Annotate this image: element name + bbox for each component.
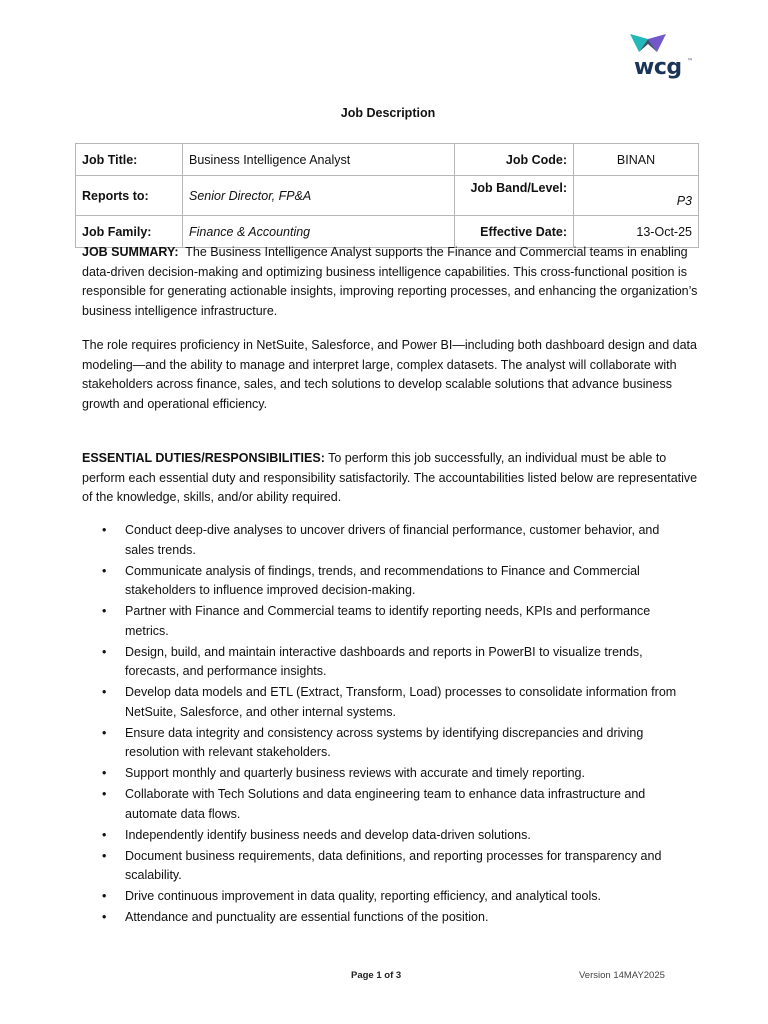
band-label: Job Band/Level:	[455, 176, 574, 216]
logo-wordmark: wcg	[634, 55, 682, 80]
list-item: • Design, build, and maintain interactive dashboards and reports in PowerBI to visualize trends, forecasts, and performance insights.	[102, 644, 643, 678]
list-item: • Document business requirements, data definitions, and reporting processes for transparency and scalability.	[102, 848, 662, 882]
list-item: • Conduct deep-dive analyses to uncover drivers of financial performance, customer behavior, and sales trends.	[102, 523, 660, 557]
duties-list	[82, 521, 682, 929]
job-code-value: BINAN	[574, 144, 699, 176]
list-item: • Ensure data integrity and consistency across systems by identifying discrepancies and driving resolution with relevant stakeholders.	[102, 725, 644, 759]
list-item: • Communicate analysis of findings, trends, and recommendations to Finance and Commercial stakeholders to influence improved decision-making.	[102, 563, 640, 597]
job-family-label: Job Family:	[76, 216, 183, 248]
duties-intro	[82, 449, 698, 508]
list-item: • Develop data models and ETL (Extract, Transform, Load) processes to consolidate information from NetSuite, Salesforce, and other internal systems.	[102, 685, 677, 719]
wcg-logo	[628, 32, 698, 84]
page-number: Page 1 of 3	[351, 970, 402, 981]
list-item: • Attendance and punctuality are essential functions of the position.	[102, 910, 489, 924]
band-value: P3	[574, 176, 699, 216]
wcg-logo-mark-icon	[628, 32, 668, 56]
list-item: • Drive continuous improvement in data quality, reporting efficiency, and analytical tools.	[102, 889, 601, 903]
effective-date-label: Effective Date:	[455, 216, 574, 248]
list-item: • Support monthly and quarterly business reviews with accurate and timely reporting.	[102, 766, 585, 780]
reports-to-value: Senior Director, FP&A	[183, 176, 455, 216]
effective-date-value: 13-Oct-25	[574, 216, 699, 248]
logo-trademark: ™	[687, 58, 693, 65]
duties-intro-text: To perform this job successfully, an individual must be able to perform each essential duty and responsibility satisfactorily. The accountabilities listed below are representative of the knowledge, skills, and/or ability required.	[82, 451, 698, 504]
document-version: Version 14MAY2025	[579, 970, 665, 981]
list-item: • Partner with Finance and Commercial teams to identify reporting needs, KPIs and performance metrics.	[102, 604, 651, 638]
job-summary-heading: JOB SUMMARY:	[82, 245, 179, 259]
table-row	[76, 176, 699, 216]
table-row	[76, 144, 699, 176]
job-summary	[82, 243, 698, 321]
list-item: • Collaborate with Tech Solutions and data engineering team to enhance data infrastructure and automate data flows.	[102, 787, 646, 821]
job-family-value: Finance & Accounting	[183, 216, 455, 248]
document-title: Job Description	[340, 106, 436, 120]
job-code-label: Job Code:	[455, 144, 574, 176]
job-summary-paragraph-2	[82, 336, 698, 414]
job-title-value: Business Intelligence Analyst	[183, 144, 455, 176]
job-title-label: Job Title:	[76, 144, 183, 176]
job-info-table	[75, 143, 699, 248]
duties-heading: ESSENTIAL DUTIES/RESPONSIBILITIES:	[82, 451, 325, 465]
role-requirements-text: The role requires proficiency in NetSuite, Salesforce, and Power BI—including both dashboard design and data modeling—and the ability to manage and interpret large, complex datasets. The analyst will collaborate with stakeholders across finance, sales, and tech solutions to develop scalable solutions that advance business growth and operational efficiency.	[82, 338, 697, 411]
job-summary-text: The Business Intelligence Analyst supports the Finance and Commercial teams in enabling data-driven decision-making and optimizing business intelligence capabilities. This cross-functional position is responsible for generating actionable insights, improving reporting processes, and enhancing the organization’s business intelligence infrastructure.	[82, 245, 698, 318]
reports-to-label: Reports to:	[76, 176, 183, 216]
list-item: • Independently identify business needs and develop data-driven solutions.	[102, 827, 531, 842]
